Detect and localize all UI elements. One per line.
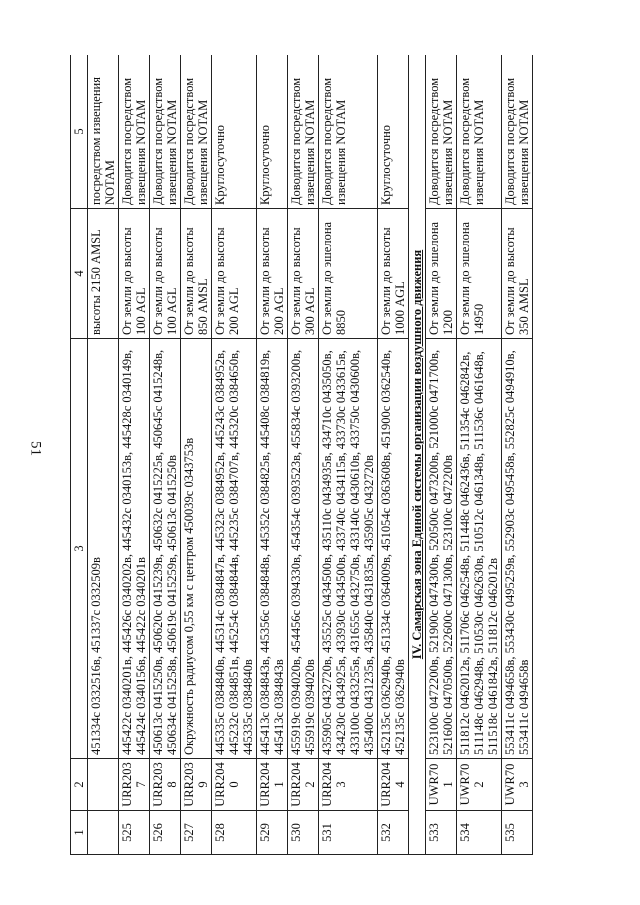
coordinates-cell: 445335с 0384840в, 445314с 0384847в, 445323с 0384952в, 445243с 0384952в, 445232с 0384851в, 445254с 0384844в, 445235с 0384707в, 445320с 0384650в, 445335с 0384840в [212,339,257,759]
table-row [119,55,150,855]
notice-cell: Круглосуточно [378,55,409,209]
zone-code: URR2041 [257,759,288,811]
limits-cell: От земли до эшелона 1200 [426,209,457,339]
row-number: 533 [426,811,457,855]
table-row [319,55,378,855]
limits-cell: От земли до высоты 850 AMSL [181,209,212,339]
page-number: 51 [27,441,44,456]
column-header: 3 [71,339,88,759]
limits-cell: От земли до эшелона 8850 [319,209,378,339]
column-header: 1 [71,811,88,855]
notice-cell: посредством извещения NOTAM [88,55,119,209]
coordinates-cell: 553411с 0494658в, 553430с 0495259в, 552903с 0495458в, 552825с 0494910в, 553411с 0494658в [502,339,533,759]
coordinates-cell: 455919с 0394020в, 454456с 0394330в, 454354с 0393523в, 455834с 0393200в, 455919с 0394020в [288,339,319,759]
notice-cell: Доводится посредством извещения NOTAM [181,55,212,209]
table-row [181,55,212,855]
zone-code: UWR701 [426,759,457,811]
zone-code: URR2037 [119,759,150,811]
row-number: 525 [119,811,150,855]
row-number: 534 [457,811,502,855]
coordinates-cell: 511812с 0462012в, 511706с 0462548в, 511448с 0462436в, 511354с 0462842в, 511148с 0462948в, 510530с 0462630в, 510512с 0461348в, 511536с 0461648в, 511518с 0461842в, 511812с 0462012в [457,339,502,759]
table-row [426,55,457,855]
coordinates-cell: 451334с 0332516в, 451337с 0332509в [88,339,119,759]
row-number: 527 [181,811,212,855]
zone-code: URR2038 [150,759,181,811]
zone-code: UWR703 [502,759,533,811]
limits-cell: От земли до высоты 300 AGL [288,209,319,339]
zone-code: URR2040 [212,759,257,811]
coordinates-cell: 445413с 0384843в, 445356с 0384848в, 445352с 0384825в, 445408с 0384819в, 445413с 0384843в [257,339,288,759]
limits-cell: От земли до высоты 100 AGL [150,209,181,339]
limits-cell: От земли до эшелона 14950 [457,209,502,339]
continuation-row [88,55,119,855]
notice-cell: Доводится посредством извещения NOTAM [150,55,181,209]
coordinates-cell: 450613с 0415250в, 450620с 0415239в, 450632с 0415225в, 450645с 0415248в, 450634с 0415258в, 450619с 0415259в, 450613с 0415250в [150,339,181,759]
notice-cell: Доводится посредством извещения NOTAM [502,55,533,209]
document-sheet [70,55,638,855]
limits-cell: высоты 2150 AMSL [88,209,119,339]
coordinates-cell: 523100с 0472200в, 521900с 0474300в, 520500с 0473200в, 521000с 0471700в, 521600с 0470500в, 522600с 0471300в, 523100с 0472200в [426,339,457,759]
column-header: 2 [71,759,88,811]
section-header-row [409,55,426,855]
notice-cell: Доводится посредством извещения NOTAM [119,55,150,209]
rotated-table-wrapper [70,55,638,855]
coordinates-cell: 445422с 0340201в, 445426с 0340202в, 445432с 0340153в, 445428с 0340149в, 445424с 0340156в, 445422с 0340201в [119,339,150,759]
notice-cell: Круглосуточно [257,55,288,209]
row-number: 532 [378,811,409,855]
coordinates-cell: 452135с 0362940в, 451334с 0364009в, 451054с 0363608в, 451900с 0362540в, 452135с 0362940в [378,339,409,759]
table-row [502,55,533,855]
limits-cell: От земли до высоты 350 AMSL [502,209,533,339]
zone-code: URR2044 [378,759,409,811]
limits-cell: От земли до высоты 1000 AGL [378,209,409,339]
limits-cell: От земли до высоты 200 AGL [257,209,288,339]
row-number: 528 [212,811,257,855]
notice-cell: Доводится посредством извещения NOTAM [426,55,457,209]
limits-cell: От земли до высоты 200 AGL [212,209,257,339]
column-header: 4 [71,209,88,339]
restricted-zones-table [70,55,533,855]
notice-cell: Доводится посредством извещения NOTAM [319,55,378,209]
coordinates-cell: Окружность радиусом 0,55 км с центром 450039с 0343753в [181,339,212,759]
notice-cell: Доводится посредством извещения NOTAM [288,55,319,209]
table-row [212,55,257,855]
row-number: 530 [288,811,319,855]
notice-cell: Круглосуточно [212,55,257,209]
column-number-row [71,55,88,855]
table-row [150,55,181,855]
row-number: 526 [150,811,181,855]
row-number: 529 [257,811,288,855]
table-row [257,55,288,855]
table-row [457,55,502,855]
table-row [288,55,319,855]
table-row [378,55,409,855]
column-header: 5 [71,55,88,209]
row-number: 535 [502,811,533,855]
notice-cell: Доводится посредством извещения NOTAM [457,55,502,209]
section-title: IV. Самарская зона Единой системы организации воздушного движения [409,55,426,855]
row-number: 531 [319,811,378,855]
zone-code: URR2042 [288,759,319,811]
zone-code: UWR702 [457,759,502,811]
limits-cell: От земли до высоты 100 AGL [119,209,150,339]
coordinates-cell: 435905с 0432720в, 435525с 0434500в, 435110с 0434935в, 434710с 0435050в, 434230с 0434925в, 433930с 0434500в, 433740с 0434115в, 433730с 0433615в, 433100с 0433255в, 431655с 0432750в, 433140с 0430610в, 433750с 0430600в, 435400с 0431235в, 435840с 0431835в, 435905с 0432720в [319,339,378,759]
zone-code: URR2039 [181,759,212,811]
zone-code: URR2043 [319,759,378,811]
